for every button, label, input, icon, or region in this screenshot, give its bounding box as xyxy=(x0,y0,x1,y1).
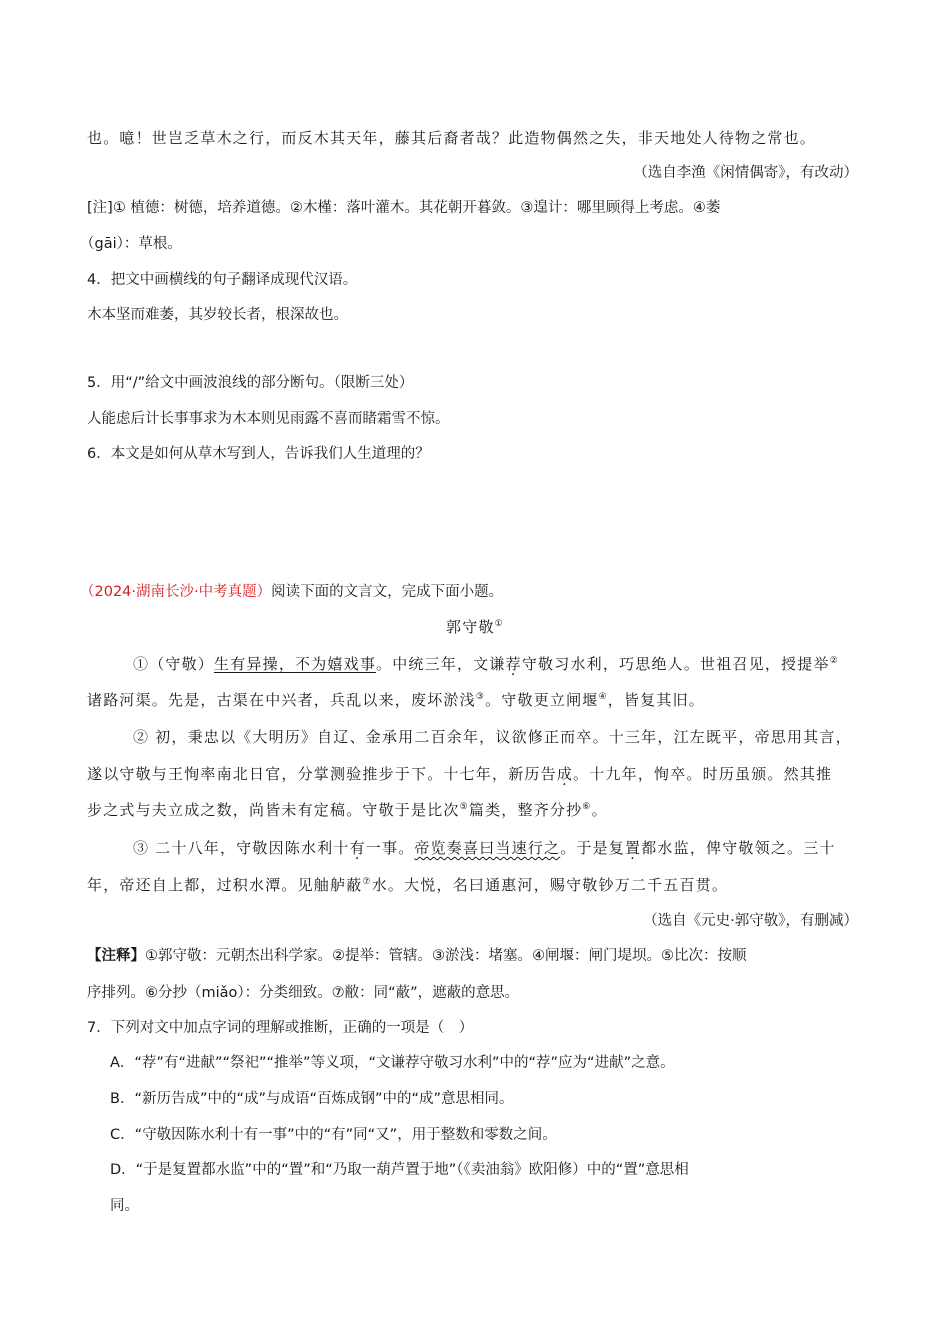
p2-line2-a: 遂以守敬与王恂率南北日官，分掌测验推步于下。十七年，新历告 xyxy=(87,765,557,783)
p1-line2-c: ，皆复其旧。 xyxy=(607,691,705,709)
passage2-notes-line2: 序排列。⑥分抄（miǎo）：分类细致。⑦敝：同“蔽”，遮蔽的意思。 xyxy=(87,985,520,1001)
dotted-char-cheng: 成 xyxy=(556,765,574,783)
q7-option-d: D．“于是复置都水监”中的“置”和“乃取一葫芦置于地”（《卖油翁》欧阳修）中的“置”意思相 xyxy=(110,1162,689,1178)
p2-line3 xyxy=(87,800,608,820)
p3-line2-b: 水。大悦，名曰通惠河，赐守敬钞万二千五百贯。 xyxy=(371,876,729,894)
passage1-note-line1: [注]① 植德：树德，培养道德。②木槿：落叶灌木。其花朝开暮敛。③遑计：哪里顾得上考虑。④萎 xyxy=(87,200,721,216)
passage1-tail: 也。噫！世岂乏草木之行，而反木其天年，藤其后裔者哉？此造物偶然之失，非天地处人待物之常也。 xyxy=(87,129,817,147)
p3-text-b: 一事。 xyxy=(365,839,415,857)
p3-wavy-sentence: 帝览奏喜曰当速行之 xyxy=(414,839,561,857)
q7-option-d-cont: 同。 xyxy=(110,1198,139,1214)
p2-line2 xyxy=(87,764,832,784)
p3-line2-a: 年，帝还自上都，过积水潭。见舳舻蔽 xyxy=(87,876,363,894)
q4-prompt: 4．把文中画横线的句子翻译成现代汉语。 xyxy=(87,272,358,288)
footnote-2: ② xyxy=(829,656,839,666)
q6-prompt: 6．本文是如何从草木写到人，告诉我们人生道理的？ xyxy=(87,446,430,462)
dotted-char-you: 有 xyxy=(349,839,366,857)
footnote-5: ⑤ xyxy=(459,802,469,812)
dotted-char-jian: 荐 xyxy=(505,655,522,673)
passage2-instruction: 阅读下面的文言文，完成下面小题。 xyxy=(271,584,504,600)
p2-line3-a: 步之式与夫立成之数，尚皆未有定稿。守敬于是比次 xyxy=(87,801,460,819)
p1-text-c: 守敬习水利，巧思绝人。世祖召见，授提举 xyxy=(521,655,830,673)
p1-line2-a: 诸路河渠。先是，古渠在中兴者，兵乱以来，废坏淤浅 xyxy=(87,691,476,709)
notes-text-1: ①郭守敬：元朝杰出科学家。②提举：管辖。③淤浅：堵塞。④闸堰：闸门堤坝。⑤比次：按顺 xyxy=(145,948,747,964)
passage2-source-tag: （2024·湖南长沙·中考真题） xyxy=(80,584,272,600)
notes-label: 【注释】 xyxy=(87,948,145,964)
p3-text-d: 都水监，俾守敬领之。三十 xyxy=(641,839,836,857)
dotted-char-zhi: 置 xyxy=(625,839,642,857)
passage2-source: （选自《元史·郭守敬》，有删减） xyxy=(643,913,858,929)
q4-sentence: 木本坚而难萎，其岁较长者，根深故也。 xyxy=(87,307,348,323)
passage1-note-line2: （gāi）：草根。 xyxy=(80,236,182,252)
p1-line1 xyxy=(133,654,839,674)
p1-text-b: 。中统三年，文谦 xyxy=(376,655,506,673)
footnote-7: ⑦ xyxy=(362,877,372,887)
p2-line3-b: 篇类，整齐分抄 xyxy=(468,801,583,819)
p1-underlined-sentence: 生有异操，不为嬉戏事 xyxy=(214,655,377,673)
p1-line2-b: 。守敬更立闸堰 xyxy=(485,691,599,709)
passage2-title-footnote: ① xyxy=(494,619,504,629)
p2-line1: ② 初，秉忠以《大明历》自辽、金承用二百余年，议欲修正而卒。十三年，江左既平，帝思用其言， xyxy=(133,728,852,746)
footnote-4: ④ xyxy=(598,692,608,702)
p3-text-a: ③ 二十八年，守敬因陈水利十 xyxy=(133,839,350,857)
p1-line2 xyxy=(87,690,705,710)
q7-option-a: A．“荐”有“进献”“祭祀”“推举”等义项，“文谦荐守敬习水利”中的“荐”应为“进献”之意。 xyxy=(110,1055,675,1071)
p2-line2-b: 。十九年，恂卒。时历虽颁。然其推 xyxy=(573,765,833,783)
p3-line1 xyxy=(133,838,836,858)
passage1-source: （选自李渔《闲情偶寄》，有改动） xyxy=(633,165,858,181)
passage2-title-text: 郭守敬 xyxy=(446,618,495,636)
p3-line2 xyxy=(87,875,728,895)
p2-line3-c: 。 xyxy=(591,801,608,819)
q5-prompt: 5．用“/”给文中画波浪线的部分断句。（限断三处） xyxy=(87,375,414,391)
q5-sentence: 人能虑后计长事事求为木本则见雨露不喜而睹霜雪不惊。 xyxy=(87,411,450,427)
passage2-header xyxy=(80,582,503,602)
footnote-6: ⑥ xyxy=(582,802,592,812)
passage2-notes-line1 xyxy=(87,946,747,966)
q7-prompt: 7．下列对文中加点字词的理解或推断，正确的一项是（ ） xyxy=(87,1020,474,1036)
footnote-3: ③ xyxy=(475,692,486,702)
p3-text-c: 。于是复 xyxy=(560,839,626,857)
p1-text-a: ①（守敬） xyxy=(133,655,215,673)
passage2-title xyxy=(0,617,950,637)
q7-option-b: B．“新历告成”中的“成”与成语“百炼成钢”中的“成”意思相同。 xyxy=(110,1091,514,1107)
q7-option-c: C．“守敬因陈水利十有一事”中的“有”同“又”，用于整数和零数之间。 xyxy=(110,1127,557,1143)
